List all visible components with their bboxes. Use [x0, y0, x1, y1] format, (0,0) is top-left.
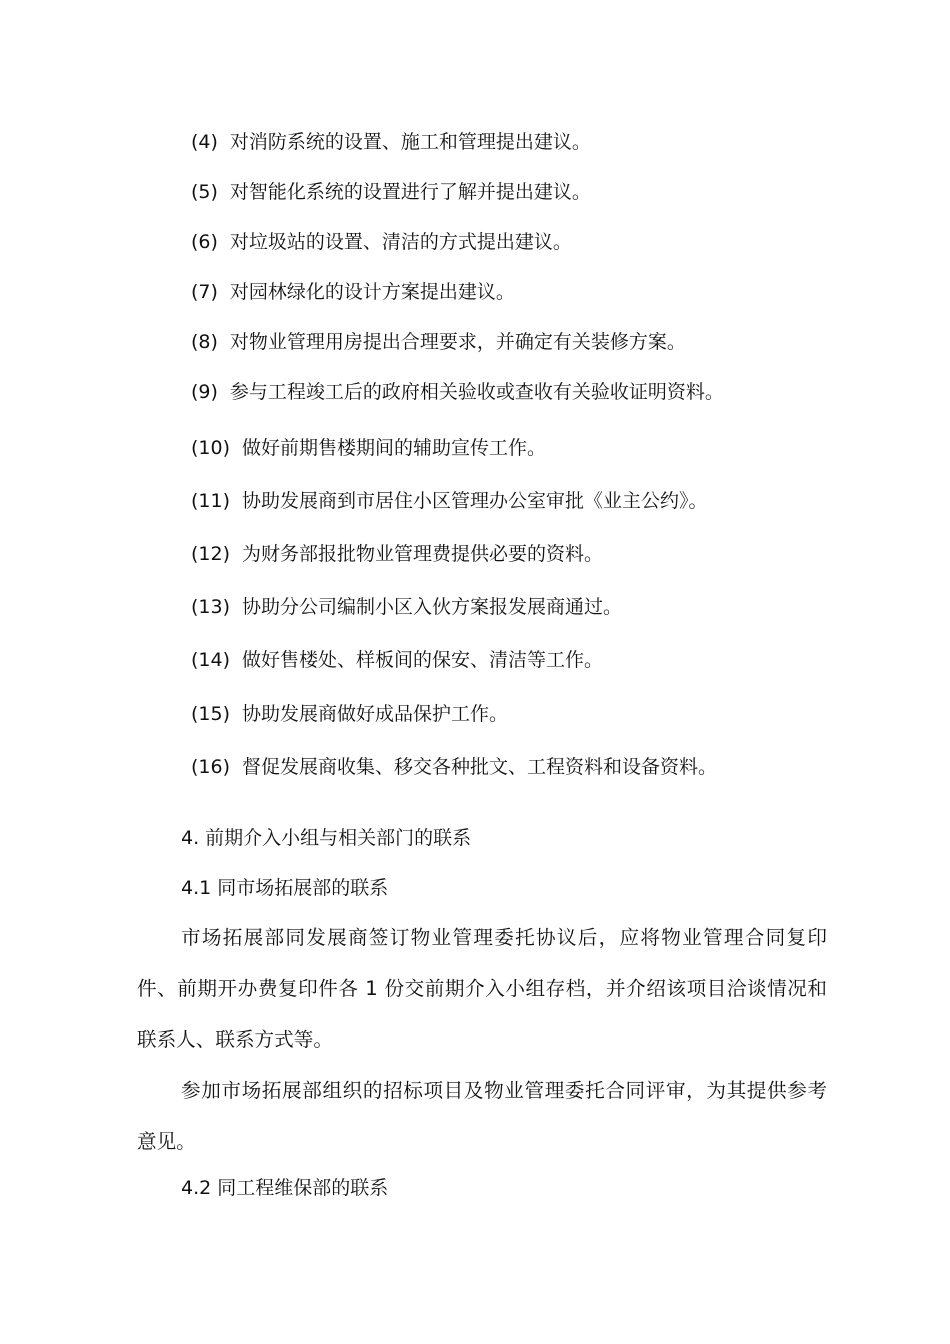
item-number: (15) — [191, 703, 231, 725]
list-item — [191, 279, 515, 305]
item-text: 对消防系统的设置、施工和管理提出建议。 — [229, 131, 591, 153]
item-text: 为财务部报批物业管理费提供必要的资料。 — [242, 543, 604, 565]
list-item — [191, 129, 591, 155]
paragraph: 参加市场拓展部组织的招标项目及物业管理委托合同评审，为其提供参考意见。 — [137, 1079, 827, 1153]
item-number: (14) — [191, 649, 231, 671]
subsection-heading: 4.1 同市场拓展部的联系 — [181, 877, 389, 899]
paragraph: 市场拓展部同发展商签订物业管理委托协议后，应将物业管理合同复印件、前期开办费复印件各 1 份交前期介入小组存档，并介绍该项目洽谈情况和联系人、联系方式等。 — [137, 926, 827, 1051]
item-text: 协助发展商到市居住小区管理办公室审批《业主公约》。 — [242, 490, 708, 512]
subsection-heading: 4.2 同工程维保部的联系 — [181, 1177, 389, 1199]
list-item — [191, 647, 603, 673]
item-text: 对园林绿化的设计方案提出建议。 — [229, 281, 515, 303]
item-text: 参与工程竣工后的政府相关验收或查收有关验收证明资料。 — [229, 381, 724, 403]
item-text: 做好售楼处、样板间的保安、清洁等工作。 — [242, 649, 604, 671]
item-text: 做好前期售楼期间的辅助宣传工作。 — [242, 437, 547, 459]
list-item — [191, 754, 717, 780]
section-heading: 4. 前期介入小组与相关部门的联系 — [181, 827, 472, 849]
list-item — [191, 701, 508, 727]
item-number: (16) — [191, 756, 231, 778]
item-text: 协助分公司编制小区入伙方案报发展商通过。 — [242, 596, 623, 618]
item-number: (12) — [191, 543, 231, 565]
list-item — [191, 488, 708, 514]
item-text: 对垃圾站的设置、清洁的方式提出建议。 — [229, 231, 572, 253]
list-item — [191, 435, 546, 461]
item-text: 对智能化系统的设置进行了解并提出建议。 — [229, 181, 591, 203]
list-item — [191, 229, 572, 255]
list-item — [191, 179, 591, 205]
item-number: (11) — [191, 490, 231, 512]
item-number: (6) — [191, 231, 218, 253]
list-item — [191, 379, 724, 405]
item-number: (10) — [191, 437, 231, 459]
item-number: (8) — [191, 331, 218, 353]
item-number: (4) — [191, 131, 218, 153]
list-item — [191, 541, 603, 567]
item-text: 对物业管理用房提出合理要求，并确定有关装修方案。 — [229, 331, 686, 353]
item-number: (7) — [191, 281, 218, 303]
list-item — [191, 329, 686, 355]
item-number: (9) — [191, 381, 218, 403]
list-item — [191, 594, 622, 620]
item-text: 协助发展商做好成品保护工作。 — [242, 703, 509, 725]
item-number: (13) — [191, 596, 231, 618]
item-number: (5) — [191, 181, 218, 203]
item-text: 督促发展商收集、移交各种批文、工程资料和设备资料。 — [242, 756, 718, 778]
